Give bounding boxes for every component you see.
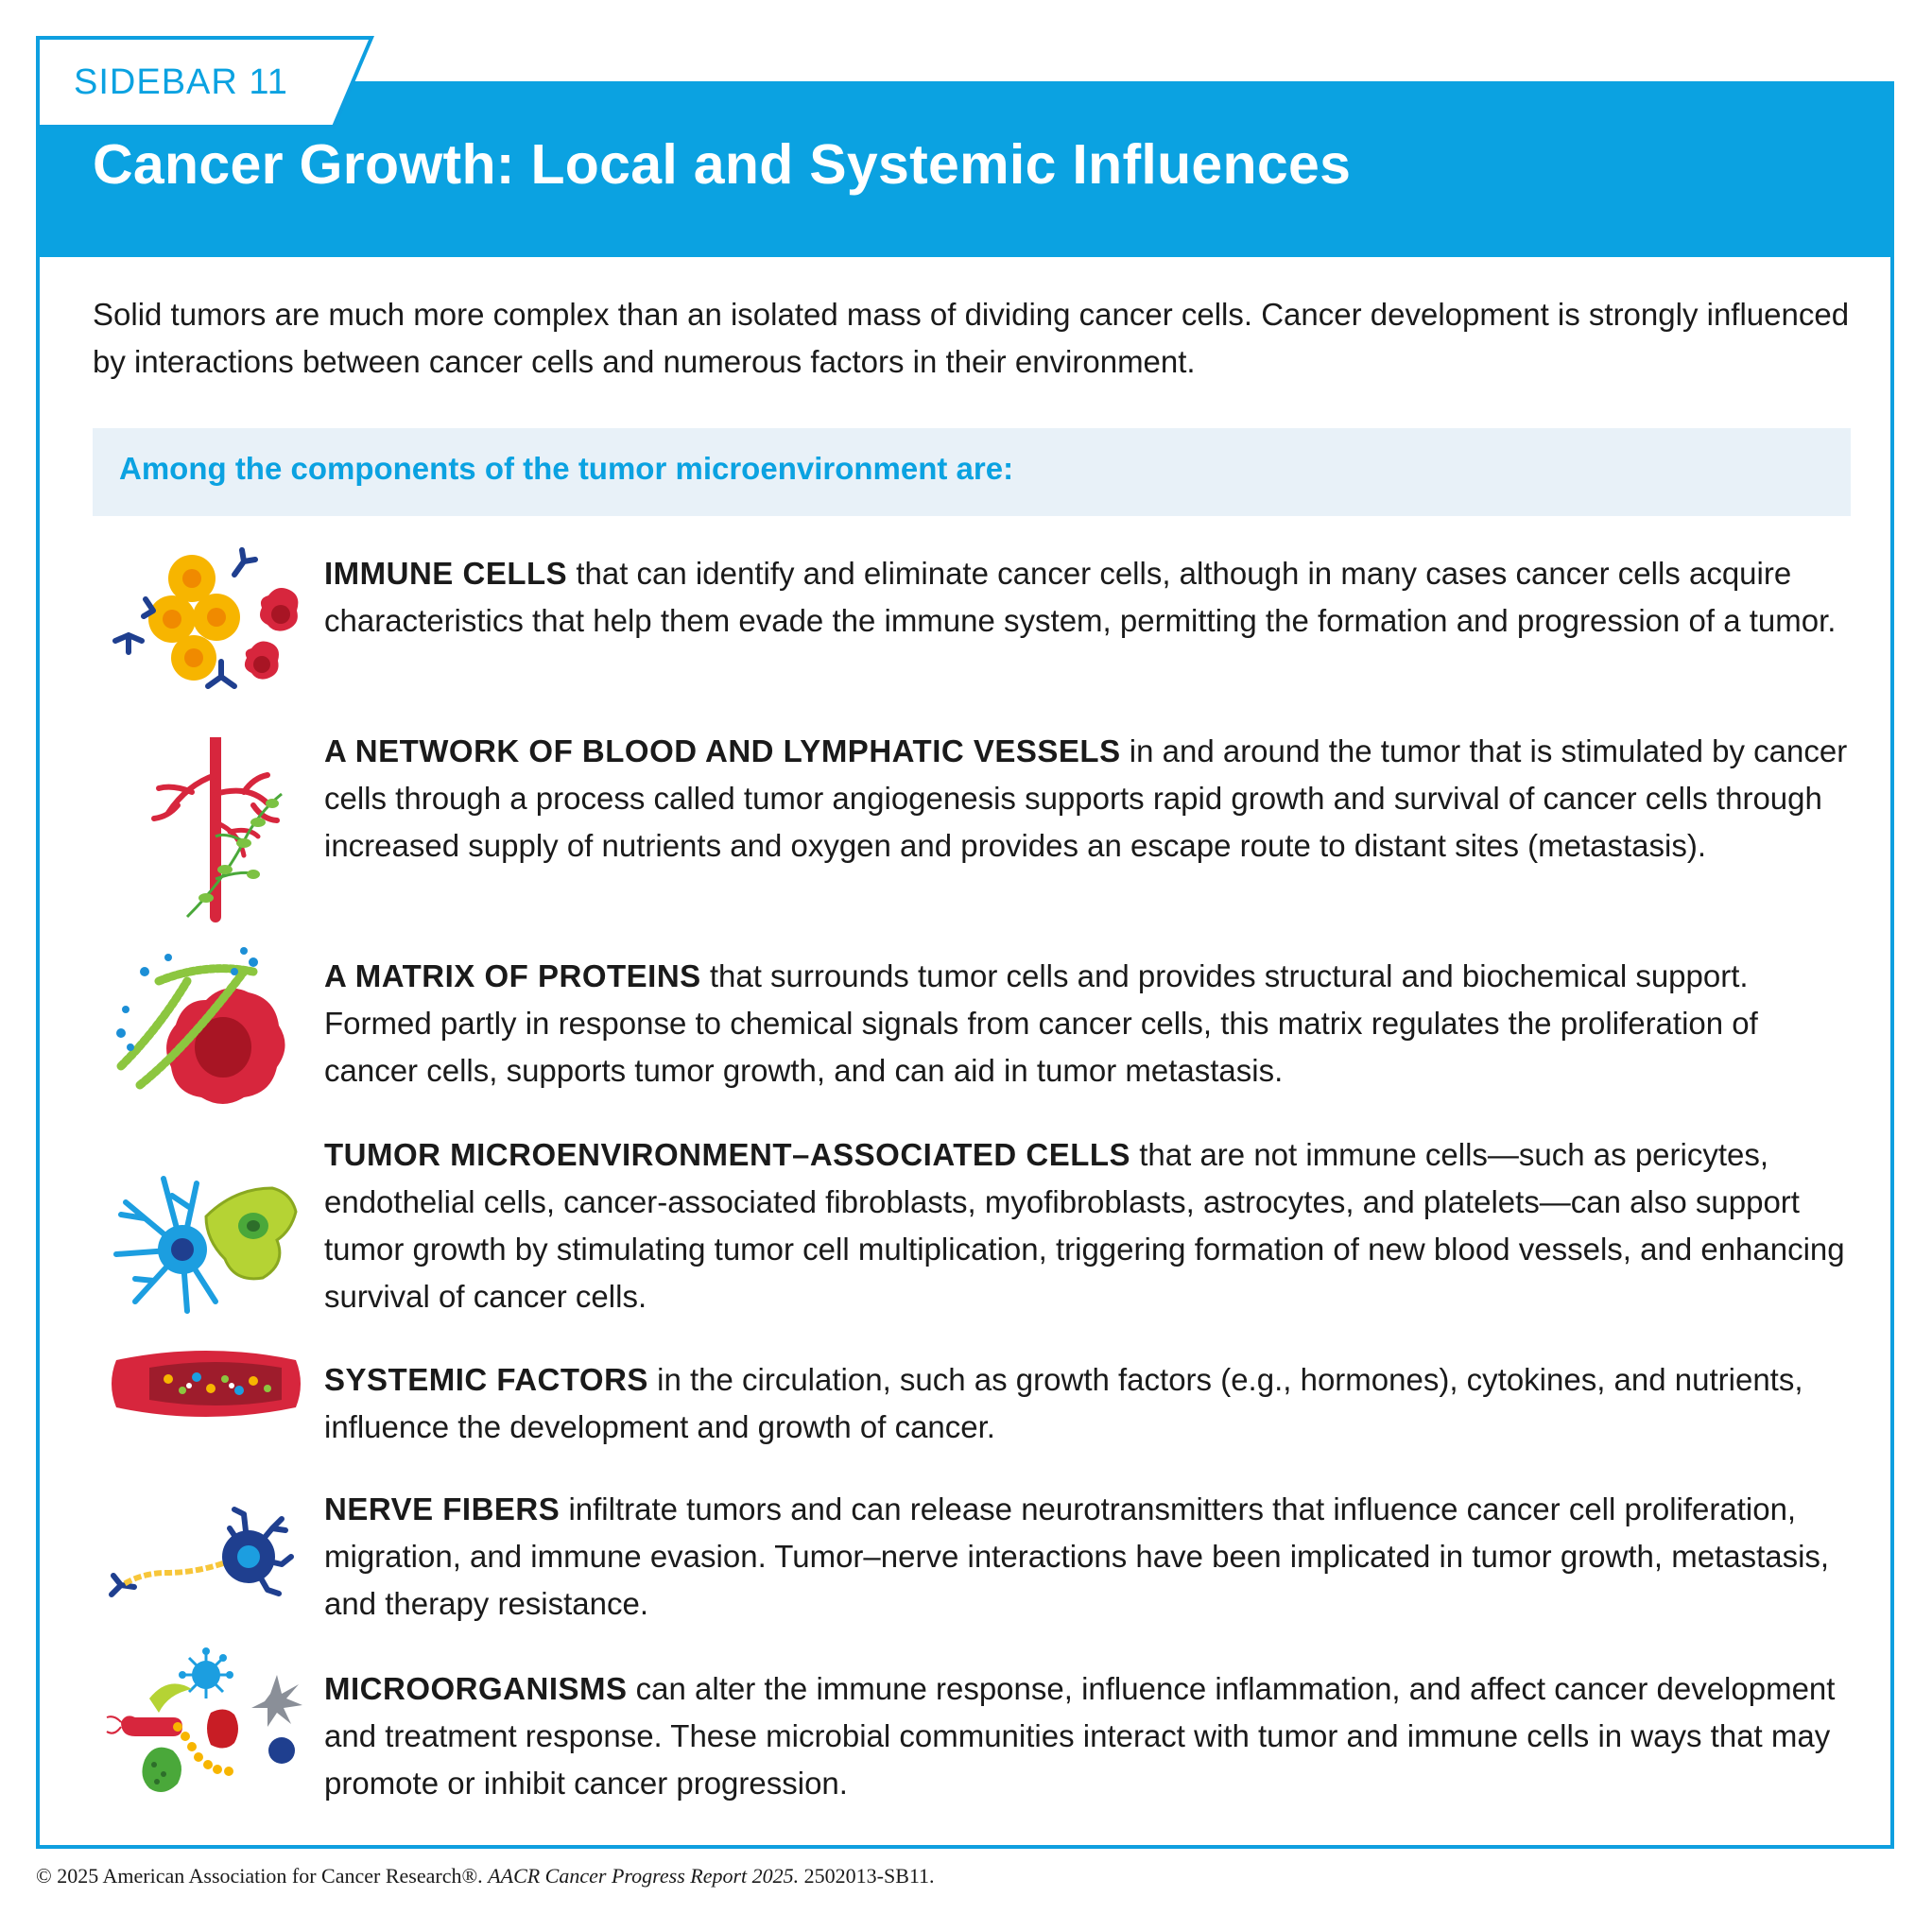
nerve-fibers-description bbox=[324, 1486, 1855, 1628]
protein-matrix-icon bbox=[102, 943, 310, 1113]
item-heading: SYSTEMIC FACTORS bbox=[324, 1362, 648, 1397]
item-heading: A NETWORK OF BLOOD AND LYMPHATIC VESSELS bbox=[324, 733, 1121, 768]
blood-vessels-description bbox=[324, 728, 1855, 870]
item-text: that are not immune cells—such as pericytes, endothelial cells, cancer-associated fibroblasts, myofibroblasts, astrocytes, and platelets—can also support tumor growth by stimulating tumor cell multiplication, triggering formation of new blood vessels, and enhancing survival of cancer cells. bbox=[324, 1137, 1845, 1314]
item-heading: TUMOR MICROENVIRONMENT–ASSOCIATED CELLS bbox=[324, 1137, 1131, 1172]
item-text: infiltrate tumors and can release neurotransmitters that influence cancer cell proliferation, migration, and immune evasion. Tumor–nerve interactions have been implicated in tumor growth, metastasis, and therapy resistance. bbox=[324, 1492, 1830, 1621]
immune-cells-description bbox=[324, 550, 1855, 645]
associated-cells-description bbox=[324, 1131, 1855, 1320]
footer-report-title: AACR Cancer Progress Report 2025. bbox=[488, 1864, 800, 1888]
page-title: Cancer Growth: Local and Systemic Influences bbox=[93, 133, 1352, 196]
protein-matrix-description bbox=[324, 953, 1855, 1095]
nerve-cell-icon bbox=[102, 1505, 310, 1609]
item-text: that surrounds tumor cells and provides structural and biochemical support. Formed partly in response to chemical signals from cancer cells, this matrix regulates the proliferation of cancer cells, supports tumor growth, and can aid in tumor metastasis. bbox=[324, 958, 1758, 1088]
microorganisms-description bbox=[324, 1665, 1855, 1807]
item-heading: NERVE FIBERS bbox=[324, 1492, 561, 1526]
immune-cells-icon bbox=[102, 546, 310, 698]
footer-prefix: © 2025 American Association for Cancer Research®. bbox=[36, 1864, 489, 1888]
associated-cells-icon bbox=[102, 1169, 310, 1320]
footer-suffix: 2502013-SB11. bbox=[799, 1864, 935, 1888]
item-text: that can identify and eliminate cancer cells, although in many cases cancer cells acquire characteristics that help them evade the immune system, permitting the formation and progression of a tumor. bbox=[324, 556, 1837, 638]
intro-paragraph: Solid tumors are much more complex than an isolated mass of dividing cancer cells. Cancer development is strongly influenced by interactions between cancer cells and numerous factors in their environment. bbox=[93, 297, 1850, 379]
sidebar-tab bbox=[36, 36, 376, 129]
sidebar-label: SIDEBAR 11 bbox=[74, 62, 288, 102]
components-subheading: Among the components of the tumor microenvironment are: bbox=[93, 428, 1851, 516]
blood-vessels-icon bbox=[102, 737, 310, 926]
item-heading: IMMUNE CELLS bbox=[324, 556, 568, 591]
copyright-footer bbox=[36, 1864, 935, 1888]
circulation-icon bbox=[102, 1341, 310, 1426]
item-text: can alter the immune response, influence inflammation, and affect cancer development and treatment response. These microbial communities interact with tumor and immune cells in ways that may promote or inhibit cancer progression. bbox=[324, 1671, 1836, 1801]
microorganisms-icon bbox=[102, 1647, 310, 1807]
item-text: in and around the tumor that is stimulated by cancer cells through a process called tumor angiogenesis supports rapid growth and survival of cancer cells through increased supply of nutrients and oxygen and provides an escape route to distant sites (metastasis). bbox=[324, 733, 1848, 863]
item-heading: MICROORGANISMS bbox=[324, 1671, 628, 1706]
systemic-factors-description bbox=[324, 1356, 1855, 1451]
item-text: in the circulation, such as growth factors (e.g., hormones), cytokines, and nutrients, influence the development and growth of cancer. bbox=[324, 1362, 1803, 1444]
item-heading: A MATRIX OF PROTEINS bbox=[324, 958, 701, 993]
